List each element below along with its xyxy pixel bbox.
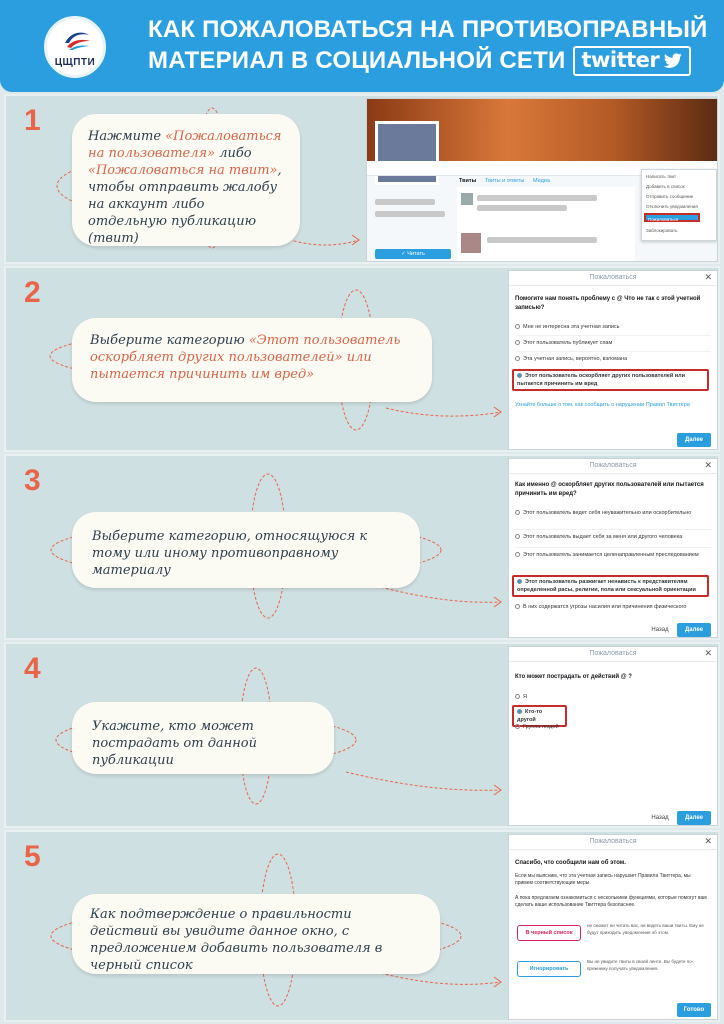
radio-icon[interactable] — [515, 552, 520, 557]
report-option[interactable] — [515, 509, 709, 517]
option-label: Кто-то другой — [517, 709, 543, 723]
instruction-bubble — [72, 512, 420, 588]
report-option[interactable] — [515, 603, 709, 611]
block-button[interactable]: В черный список — [517, 925, 581, 941]
dialog-heading: Спасибо, что сообщили нам об этом. — [515, 860, 626, 866]
menu-item-report[interactable]: Пожаловаться — [644, 213, 700, 222]
divider — [509, 661, 717, 662]
block-description: не сможет ни читать вас, ни видеть ваши твиты. Ему не будут приходить уведомления об этом. — [587, 923, 704, 935]
learn-more-link[interactable] — [515, 401, 709, 409]
twitter-badge — [573, 46, 691, 76]
dialog-title: Пожаловаться — [589, 274, 637, 281]
instruction-text: Выберите категорию — [90, 333, 249, 348]
profile-dropdown-menu — [641, 169, 717, 241]
tab-tweets-replies[interactable]: Твиты и ответы — [485, 178, 525, 184]
option-label: Мне не интересна эта учетная запись — [523, 324, 620, 330]
tweet-row — [461, 193, 473, 205]
radio-icon[interactable] — [517, 579, 522, 584]
blurred-text — [375, 211, 445, 217]
tab-media[interactable]: Медиа — [533, 178, 550, 184]
title-line-1: КАК ПОЖАЛОВАТЬСЯ НА ПРОТИВОПРАВНЫЙ — [148, 16, 708, 43]
close-icon[interactable]: ✕ — [704, 836, 712, 846]
radio-icon[interactable] — [515, 510, 520, 515]
close-icon[interactable]: ✕ — [704, 272, 712, 282]
step-number: 1 — [24, 104, 41, 137]
menu-item[interactable]: Отключить уведомления — [646, 204, 698, 209]
title-line-2: МАТЕРИАЛ В СОЦИАЛЬНОЙ СЕТИ — [148, 47, 566, 74]
back-button[interactable]: Назад — [651, 815, 669, 821]
dialog-title: Пожаловаться — [589, 838, 637, 845]
dialog-question: Помогите нам понять проблему с @ Что не так с этой учетной записью? — [515, 296, 701, 311]
dialog-title: Пожаловаться — [589, 462, 637, 469]
instruction-text: , чтобы отправить жалобу на аккаунт либо отдельную публикацию (твит) — [88, 163, 282, 246]
divider — [509, 285, 717, 286]
divider — [509, 849, 717, 850]
report-option[interactable] — [515, 323, 709, 331]
divider — [509, 473, 717, 474]
radio-icon[interactable] — [515, 340, 520, 345]
menu-item[interactable]: Отправить сообщение — [646, 194, 694, 199]
back-button[interactable]: Назад — [651, 627, 669, 633]
dialog-question: Кто может пострадать от действий @ ? — [515, 674, 632, 680]
radio-icon[interactable] — [515, 724, 520, 729]
blurred-text — [477, 195, 597, 201]
instruction-bubble — [72, 894, 440, 974]
tweet-row — [461, 233, 481, 253]
option-label: Этот пользователь публикует спам — [523, 340, 613, 346]
timeline — [457, 187, 635, 262]
instruction-text: Укажите, кто может пострадать от данной публикации — [92, 719, 258, 768]
radio-icon[interactable] — [515, 356, 520, 361]
step-5-panel — [4, 830, 720, 1022]
blurred-text — [375, 199, 435, 205]
option-label: Этот пользователь разжигает ненависть к представителям определенной расы, религии, пола или сексуальной ориентации — [517, 579, 696, 593]
blurred-text — [487, 237, 597, 243]
option-label: Эта учетная запись, вероятно, взломана — [523, 356, 628, 362]
menu-item[interactable]: Добавить в список — [646, 184, 685, 189]
instruction-highlight: или пытается причинить им вред» — [90, 350, 372, 382]
option-label: Я — [523, 694, 527, 700]
step-number: 3 — [24, 464, 41, 497]
tab-tweets[interactable]: Твиты — [459, 178, 477, 184]
next-button[interactable]: Далее — [677, 811, 711, 825]
follow-button[interactable]: ✓ Читать — [375, 249, 451, 259]
report-dialog — [508, 270, 718, 450]
logo-text: ЦЩПТИ — [54, 57, 96, 68]
dialog-paragraph: Если мы выясним, что эта учетная запись нарушает Правила Твиттера, мы примем соответствующие меры. — [515, 873, 691, 886]
option-label: Этот пользователь занимается целенаправленным преследованием — [523, 552, 699, 558]
instruction-text: Как подтверждение о правильности действий вы увидите данное окно, с предложением добавить пользователя в черный список — [90, 907, 383, 973]
done-button[interactable]: Готово — [677, 1003, 711, 1017]
dialog-paragraph: А пока предлагаем ознакомиться с несколькими функциями, которые помогут вам сделать ваше использование Твиттера безопаснее. — [515, 895, 707, 908]
instruction-highlight: «Этот пользователь оскорбляет других пользователей» — [90, 333, 401, 365]
instruction-highlight: «Пожаловаться на пользователя» — [88, 129, 282, 161]
step-number: 2 — [24, 276, 41, 309]
menu-item[interactable]: Написать твит — [646, 174, 677, 179]
report-option[interactable] — [515, 693, 709, 701]
report-dialog — [508, 646, 718, 826]
report-option-selected[interactable] — [512, 369, 709, 391]
radio-icon[interactable] — [515, 534, 520, 539]
report-option[interactable] — [515, 551, 709, 559]
report-option[interactable] — [515, 339, 709, 347]
instruction-text: Нажмите — [88, 129, 166, 144]
instruction-highlight: «Пожаловаться на твит» — [88, 163, 278, 178]
title-line-2-row — [148, 45, 708, 76]
instruction-text: Выберите категорию, относящуюся к тому или иному противоправному материалу — [92, 529, 368, 578]
radio-icon[interactable] — [517, 709, 522, 714]
report-option[interactable] — [515, 723, 709, 731]
report-confirmation-dialog — [508, 834, 718, 1020]
step-number: 5 — [24, 840, 41, 873]
option-label: Этот пользователь ведет себя неуважительно или оскорбительно — [523, 510, 692, 516]
option-label: В них содержатся угрозы насилия или причинения физического — [523, 604, 687, 610]
next-button[interactable]: Далее — [677, 433, 711, 447]
divider — [515, 547, 711, 548]
logo-swoosh-icon — [63, 29, 91, 51]
organization-logo — [44, 16, 106, 78]
close-icon[interactable]: ✕ — [704, 460, 712, 470]
dialog-title: Пожаловаться — [589, 650, 637, 657]
instruction-bubble — [72, 114, 300, 246]
option-label: Этот пользователь оскорбляет других пользователей или пытается причинить им вред — [517, 373, 686, 387]
divider — [515, 335, 711, 336]
mute-description: Вы не увидите твиты в своей ленте. Вы будете по-прежнему получать уведомления. — [587, 959, 694, 971]
report-dialog — [508, 458, 718, 638]
option-label: Этот пользователь выдает себя за меня или другого человека — [523, 534, 683, 540]
step-3-panel — [4, 454, 720, 640]
twitter-profile-screenshot — [366, 98, 718, 262]
option-label: Группа людей — [523, 724, 559, 730]
divider — [515, 351, 711, 352]
step-4-panel — [4, 642, 720, 828]
step-2-panel — [4, 266, 720, 452]
instruction-bubble — [72, 702, 334, 774]
blurred-text — [477, 205, 567, 211]
instruction-text: либо — [215, 146, 252, 161]
report-option-selected[interactable] — [512, 575, 709, 597]
radio-icon[interactable] — [517, 373, 522, 378]
report-option[interactable] — [515, 355, 709, 363]
radio-icon[interactable] — [515, 694, 520, 699]
dialog-question: Как именно @ оскорбляет других пользователей или пытается причинить им вред? — [515, 482, 704, 497]
next-button[interactable]: Далее — [677, 623, 711, 637]
step-number: 4 — [24, 652, 41, 685]
divider — [515, 529, 711, 530]
instruction-bubble — [72, 318, 432, 402]
twitter-bird-icon — [663, 53, 683, 69]
page-title — [148, 14, 708, 76]
link-text[interactable]: Узнайте больше о том, как сообщить о нарушении Правил Твиттера — [515, 402, 690, 408]
step-1-panel — [4, 94, 720, 264]
twitter-label: twitter — [581, 48, 660, 72]
mute-button[interactable]: Игнорировать — [517, 961, 581, 977]
radio-icon[interactable] — [515, 604, 520, 609]
close-icon[interactable]: ✕ — [704, 648, 712, 658]
radio-icon[interactable] — [515, 324, 520, 329]
report-option[interactable] — [515, 533, 709, 541]
menu-item[interactable]: Заблокировать — [646, 228, 678, 233]
page-header — [0, 0, 724, 92]
